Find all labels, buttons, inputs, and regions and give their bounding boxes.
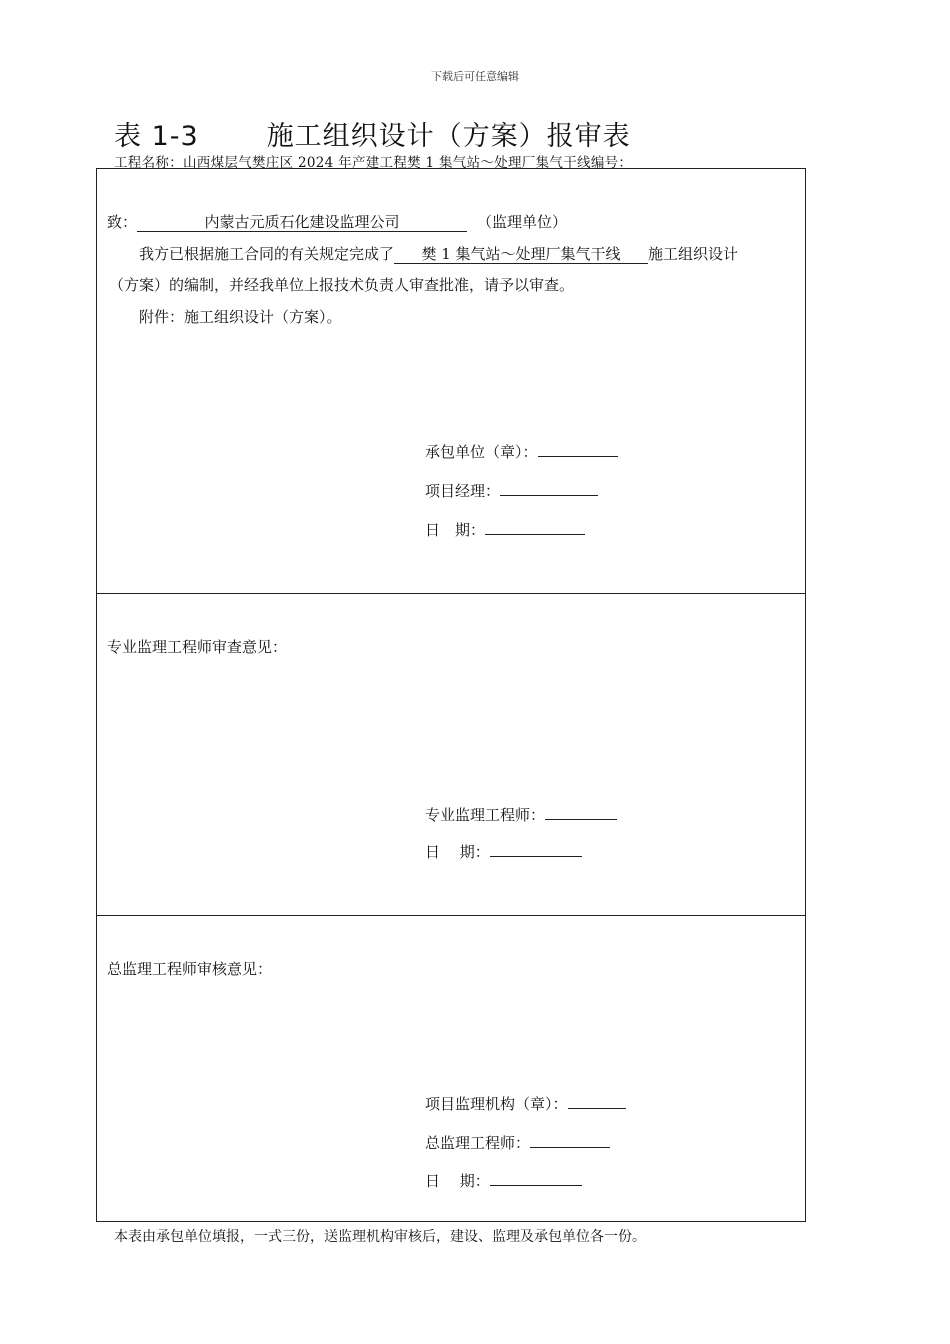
- date-line-1: [425, 517, 585, 540]
- date-line-2: [425, 839, 582, 862]
- footer-note: 本表由承包单位填报，一式三份，送监理机构审核后，建设、监理及承包单位各一份。: [114, 1229, 646, 1245]
- date-line-3: [425, 1168, 582, 1191]
- engineer-review-section: [97, 594, 805, 916]
- manager-field[interactable]: [500, 478, 598, 496]
- chief-field[interactable]: [530, 1130, 610, 1148]
- org-field[interactable]: [568, 1091, 626, 1109]
- body-part2: 施工组织设计: [648, 245, 739, 263]
- contractor-line: [425, 439, 618, 462]
- engineer-opinion-label: 专业监理工程师审查意见：: [107, 638, 288, 656]
- supervisor-suffix: （监理单位）: [477, 213, 568, 231]
- project-label: 工程名称：: [114, 155, 183, 171]
- manager-label: 项目经理：: [425, 482, 501, 500]
- manager-line: [425, 478, 598, 501]
- org-line: [425, 1091, 626, 1114]
- form-name: 施工组织设计（方案）报审表: [266, 121, 631, 152]
- date-field-3[interactable]: [490, 1168, 582, 1186]
- engineer-field[interactable]: [545, 802, 617, 820]
- contractor-label: 承包单位（章）：: [425, 443, 538, 461]
- date-label-1: 日 期：: [425, 521, 486, 539]
- form-number: 表 1-3: [114, 121, 199, 152]
- org-label: 项目监理机构（章）：: [425, 1095, 568, 1113]
- body-line-1: [139, 243, 738, 264]
- attachment-line: 附件：施工组织设计（方案）。: [139, 308, 342, 326]
- submission-section: [97, 169, 805, 594]
- contractor-field[interactable]: [538, 439, 618, 457]
- number-label: 编号：: [590, 155, 633, 171]
- to-label: 致：: [107, 213, 138, 231]
- date-field-1[interactable]: [485, 517, 585, 535]
- work-name-field[interactable]: 樊 1 集气站～处理厂集气干线: [394, 246, 648, 264]
- project-name: 山西煤层气樊庄区 2024 年产建工程樊 1 集气站～处理厂集气干线: [183, 155, 591, 171]
- date-label-2: 日 期：: [425, 843, 490, 861]
- engineer-label: 专业监理工程师：: [425, 806, 546, 824]
- date-field-2[interactable]: [490, 839, 582, 857]
- chief-opinion-label: 总监理工程师审核意见：: [107, 960, 273, 978]
- body-part1: 我方已根据施工合同的有关规定完成了: [139, 245, 395, 263]
- date-label-3: 日 期：: [425, 1172, 490, 1190]
- review-form-table: [96, 168, 806, 1222]
- chief-label: 总监理工程师：: [425, 1134, 531, 1152]
- body-line-2: （方案）的编制，并经我单位上报技术负责人审查批准，请予以审查。: [109, 276, 575, 294]
- chief-line: [425, 1130, 610, 1153]
- engineer-line: [425, 802, 617, 825]
- to-line: [107, 211, 567, 232]
- chief-review-section: [97, 916, 805, 1223]
- supervisor-unit-field[interactable]: 内蒙古元质石化建设监理公司: [137, 214, 467, 232]
- header-note: 下载后可任意编辑: [431, 70, 519, 83]
- form-title: [114, 114, 631, 153]
